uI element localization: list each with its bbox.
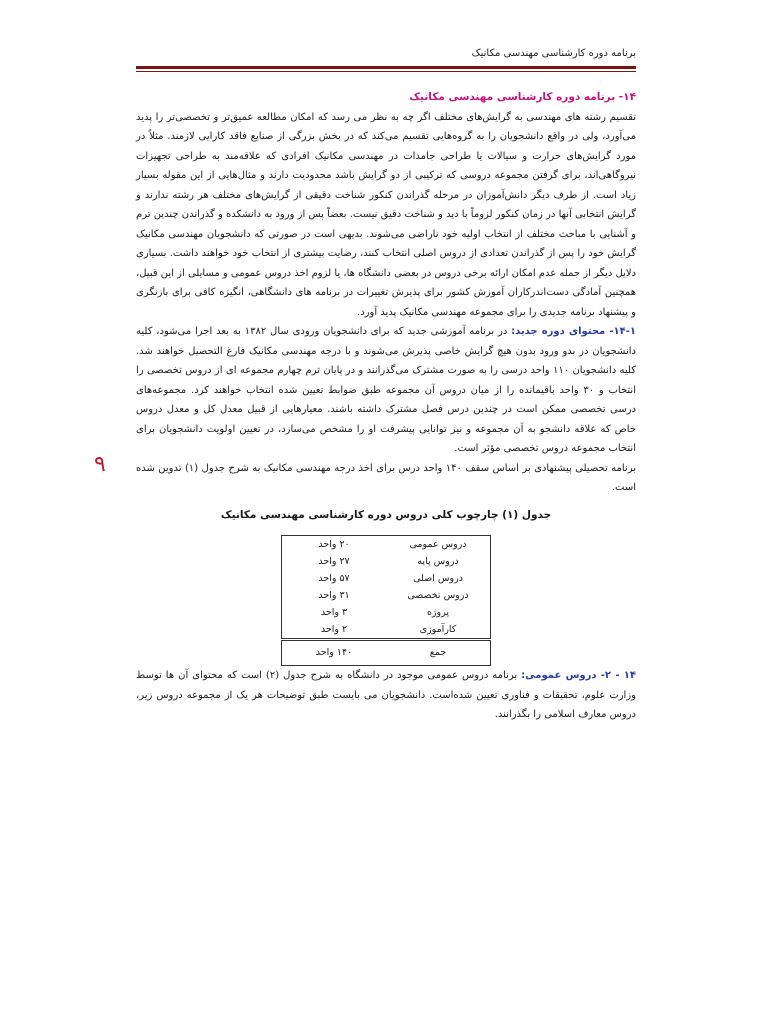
subsection1-heading: ۱۴-۱- محتوای دوره جدید: [511, 326, 636, 337]
table-row [282, 604, 491, 621]
running-header [136, 44, 636, 68]
document-body [136, 88, 636, 725]
header-rule-thick [136, 66, 636, 69]
table-row [282, 553, 491, 570]
total-label: جمع [386, 640, 491, 666]
subsection1-body: در برنامه آموزشی جدید که برای دانشجویان ورودی سال ۱۳۸۲ به بعد اجرا می‌شود، کلیه دانشجویان در بدو ورود بدون هیچ گرایش خاصی پذیرش می‌شوند و با درجه مهندسی مکانیک فارغ التحصیل خواهند شد. کلیه دانشجویان ۱۱۰ واحد درسی را به صورت مشترک می‌گذرانند و در پایان ترم چهارم مجموعه ای از دروس تخصصی را انتخاب و ۳۰ واحد باقیمانده را از میان دروس آن مجموعه طبق ضوابط تعیین شده انتخاب خواهند کرد. مجموعه‌های درسی تخصصی ممکن است در چندین درس فصل مشترک داشته باشند. معیارهایی از قبیل معدل کل و معدل دروس خاص که علاقه دانشجو به آن مجموعه و نیز توانایی پیشرفت او را مشخص می‌سازد، در تعیین اولویت دانشجویان برای انتخاب مجموعه دروس تخصصی مؤثر است. [136, 326, 636, 454]
subsection2-body: برنامه دروس عمومی موجود در دانشگاه به شرح جدول (۲) است که محتوای آن ها توسط وزارت علوم، تحقیقات و فناوری تعیین شده‌است. دانشجویان می بایست طبق توضیحات هر یک از مجموعه دروس زیر، دروس معارف اسلامی را بگذرانند. [136, 670, 636, 720]
table-row [282, 587, 491, 604]
subsection2-paragraph [136, 666, 636, 725]
course-name: دروس اصلی [413, 573, 463, 584]
closing-paragraph: برنامه تحصیلی پیشنهادی بر اساس سقف ۱۴۰ واحد درس برای اخذ درجه مهندسی مکانیک به شرح جدول (۱) تدوین شده است. [136, 462, 636, 493]
section-title: ۱۴- برنامه دوره کارشناسی مهندسی مکانیک [409, 91, 636, 103]
subsection2-heading: ۱۴ - ۲- دروس عمومی: [521, 670, 636, 681]
course-units: ۲ واحد [320, 624, 348, 635]
course-units: ۳ واحد [320, 607, 348, 618]
course-name: پروژه [426, 607, 450, 618]
course-name: کارآموزی [419, 624, 457, 635]
subsection1-paragraph [136, 322, 636, 459]
course-units: ۳۱ واحد [318, 590, 350, 601]
total-units: ۱۴۰ واحد [282, 640, 387, 666]
table-row [282, 621, 491, 640]
course-units: ۵۷ واحد [318, 573, 350, 584]
credits-table [281, 535, 491, 666]
table-caption: جدول (۱) چارچوب کلی دروس دوره کارشناسی مهندسی مکانیک [220, 508, 552, 521]
course-name: دروس پایه [417, 556, 459, 567]
header-rule-thin [136, 71, 636, 72]
course-name: دروس تخصصی [407, 590, 469, 601]
course-units: ۲۰ واحد [318, 539, 350, 550]
table-total-row [282, 640, 491, 666]
table-row [282, 536, 491, 554]
course-name: دروس عمومی [409, 539, 467, 550]
page-number: ۹ [94, 452, 106, 477]
course-units: ۲۷ واحد [318, 556, 350, 567]
header-title: برنامه دوره کارشناسی مهندسی مکانیک [471, 48, 636, 59]
intro-paragraph: تقسیم رشته های مهندسی به گرایش‌های مختلف اگر چه به نظر می رسد که امکان مطالعه عمیق‌تر و تخصصی‌تر را پدید می‌آورد، ولی در واقع دانشجویان را به گروه‌هایی تقسیم می‌کند که در بخش بزرگی از صنایع فاقد کارایی لازمند. مثلاً در مورد گرایش‌های حرارت و سیالات یا طراحی جامدات در مهندسی مکانیک افرادی که علاقه‌مند به طراحی تجهیزات نیروگاهی‌اند، برای گرفتن مجموعه دروسی که ترکیبی از دو گرایش باشد محدودیت دارند و مثال‌هایی از این مقوله بسیار زیاد است. از طرف دیگر دانش‌آموزان در مرحله گذراندن کنکور شناخت دقیقی از گرایش‌های مختلف هر رشته ندارند و گرایش انتخابی آنها در زمان کنکور لزوماً با دید و شناخت دقیق نیست. بعضاً پس از ورود به دانشکده و گذراندن چندین ترم و آشنایی با مباحث مختلف از انتخاب اولیه خود ناراضی می‌شوند. بدیهی است در صورتی که دانشجویان مهندسی مکانیک گرایش خود را پس از گذراندن تعدادی از دروس اصلی انتخاب کنند، رضایت بیشتری از انتخاب خود خواهند داشت. بسیاری دلایل دیگر از جمله عدم امکان ارائه برخی دروس در بعضی دانشگاه ها، یا لزوم اخذ دروس عمومی و مسایلی از این قبیل، همچنین آمادگی دست‌اندرکاران آموزش کشور برای پذیرش تغییرات در برنامه های دانشگاهی، انگیزه کافی برای بازنگری و پیشنهاد برنامه جدیدی را برای مجموعه مهندسی مکانیک پدید آورد. [136, 111, 636, 318]
table-row [282, 570, 491, 587]
